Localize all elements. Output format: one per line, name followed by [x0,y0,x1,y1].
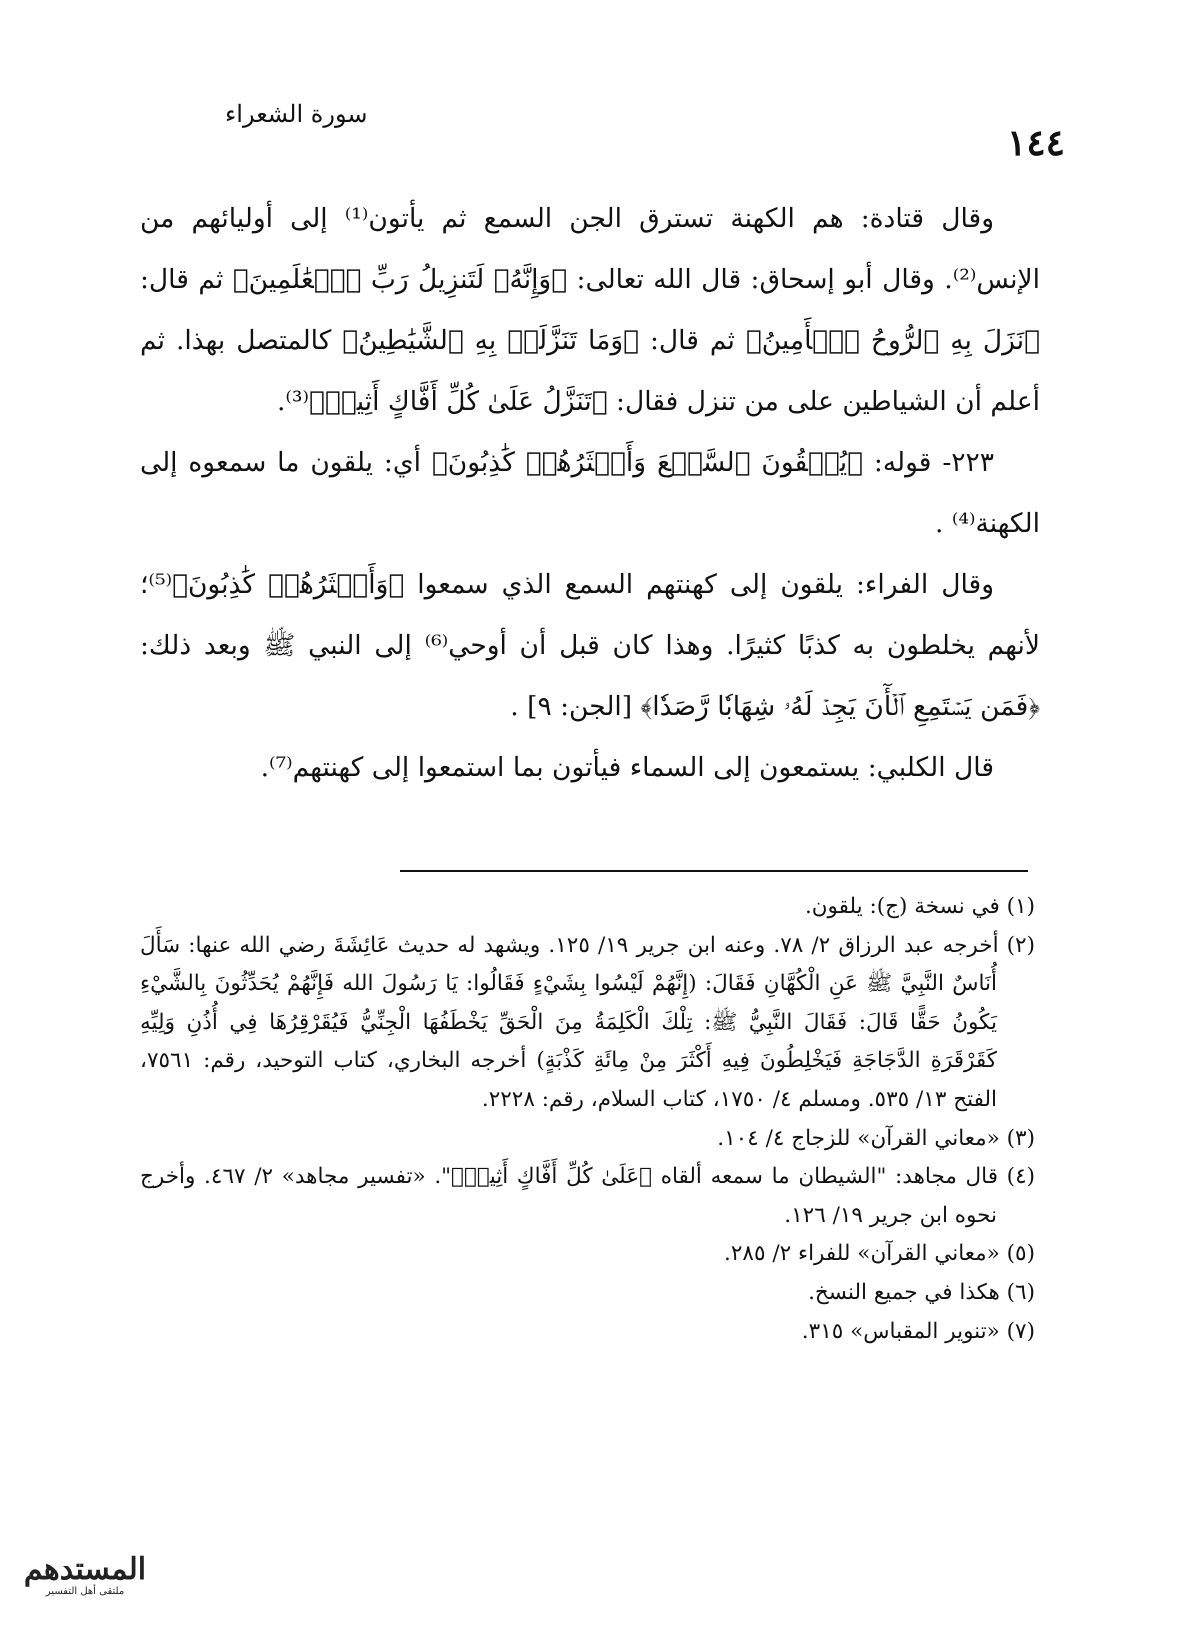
page-number: ١٤٤ [1006,122,1065,164]
footnote-separator [400,870,1028,872]
footnote: (٤) قال مجاهد: "الشيطان ما سمعه ألقاه ﴿عَلَىٰ كُلِّ أَفَّاكٍ أَثِيمٖ﴾". «تفسير مجاهد» ٢/ ٤٦٧. وأخرج نحوه ابن جرير ١٩/ ١٢٦. [140,1164,1036,1228]
main-text [140,188,1040,798]
footnote: (١) في نسخة (ج): يلقون. [804,894,1035,919]
footnote: (٦) هكذا في جميع النسخ. [808,1279,1035,1305]
logo-subtext: ملتقى أهل التفسير [45,1586,125,1597]
publisher-logo [10,1552,160,1624]
footnote: (٥) «معاني القرآن» للفراء ٢/ ٢٨٥. [724,1241,1035,1267]
paragraph: وقال قتادة: هم الكهنة تسترق الجن السمع ثم يأتون⁽¹⁾ إلى أوليائهم من الإنس⁽²⁾. وقال أبو إسحاق: قال الله تعالى: ﴿وَإِنَّهُۥ لَتَنزِيلُ رَبِّ ٱلۡعَٰلَمِينَ﴾ ثم قال: ﴿نَزَلَ بِهِ ٱلرُّوحُ ٱلۡأَمِينُ﴾ ثم قال: ﴿وَمَا تَنَزَّلَتۡ بِهِ ٱلشَّيَٰطِينُ﴾ كالمتصل بهذا. ثم أعلم أن الشياطين على من تنزل فقال: ﴿تَنَزَّلُ عَلَىٰ كُلِّ أَفَّاكٍ أَثِيمٖ﴾⁽³⁾. [140,203,1040,417]
footnotes [140,888,1035,1351]
logo-text: المستدهم [23,1552,147,1587]
footnote: (٢) أخرجه عبد الرزاق ٢/ ٧٨. وعنه ابن جرير ١٩/ ١٢٥. ويشهد له حديث عَائِشَةَ رضي الله عنها: سَأَلَ أُنَاسٌ النَّبِيَّ ﷺ عَنِ الْكُهَّانِ فَقَالَ: (إِنَّهُمْ لَيْسُوا بِشَيْءٍ فَقَالُوا: يَا رَسُولَ الله فَإِنَّهُمْ يُحَدِّثُونَ بِالشَّيْءِ يَكُونُ حَقًّا قَالَ: فَقَالَ النَّبِيُّ ﷺ: تِلْكَ الْكَلِمَةُ مِنَ الْحَقِّ يَخْطَفُهَا الْجِنِّيُّ فَيُقَرْقِرُهَا فِي أُذُنِ وَلِيِّهِ كَقَرْقَرَةِ الدَّجَاجَةِ فَيَخْلِطُونَ فِيهِ أَكْثَرَ مِنْ مِائَةِ كَذْبَةٍ) أخرجه البخاري، كتاب التوحيد، رقم: ٧٥٦١، الفتح ١٣/ ٥٣٥. ومسلم ٤/ ١٧٥٠، كتاب السلام، رقم: ٢٢٢٨. [140,932,1035,1112]
running-title: سورة الشعراء [225,100,368,128]
page-header [155,100,1065,164]
footnote: (٧) «تنوير المقباس» ٣١٥. [801,1318,1035,1344]
paragraph: ٢٢٣- قوله: ﴿يُلۡقُونَ ٱلسَّمۡعَ وَأَكۡثَرُهُمۡ كَٰذِبُونَ﴾ أي: يلقون ما سمعوه إلى الكهنة⁽⁴⁾ . [140,447,1040,539]
footnote: (٣) «معاني القرآن» للزجاج ٤/ ١٠٤. [717,1125,1035,1151]
paragraph: قال الكلبي: يستمعون إلى السماء فيأتون بما استمعوا إلى كهنتهم⁽⁷⁾. [260,752,994,783]
paragraph: وقال الفراء: يلقون إلى كهنتهم السمع الذي سمعوا ﴿وَأَكۡثَرُهُمۡ كَٰذِبُونَ﴾⁽⁵⁾؛ لأنهم يخلطون به كذبًا كثيرًا. وهذا كان قبل أن أوحي⁽⁶⁾ إلى النبي ﷺ وبعد ذلك: ﴿فَمَن يَسۡتَمِعِ ٱلۡأٓنَ يَجِدۡ لَهُۥ شِهَابٗا رَّصَدٗا﴾ [الجن: ٩] . [140,569,1041,722]
